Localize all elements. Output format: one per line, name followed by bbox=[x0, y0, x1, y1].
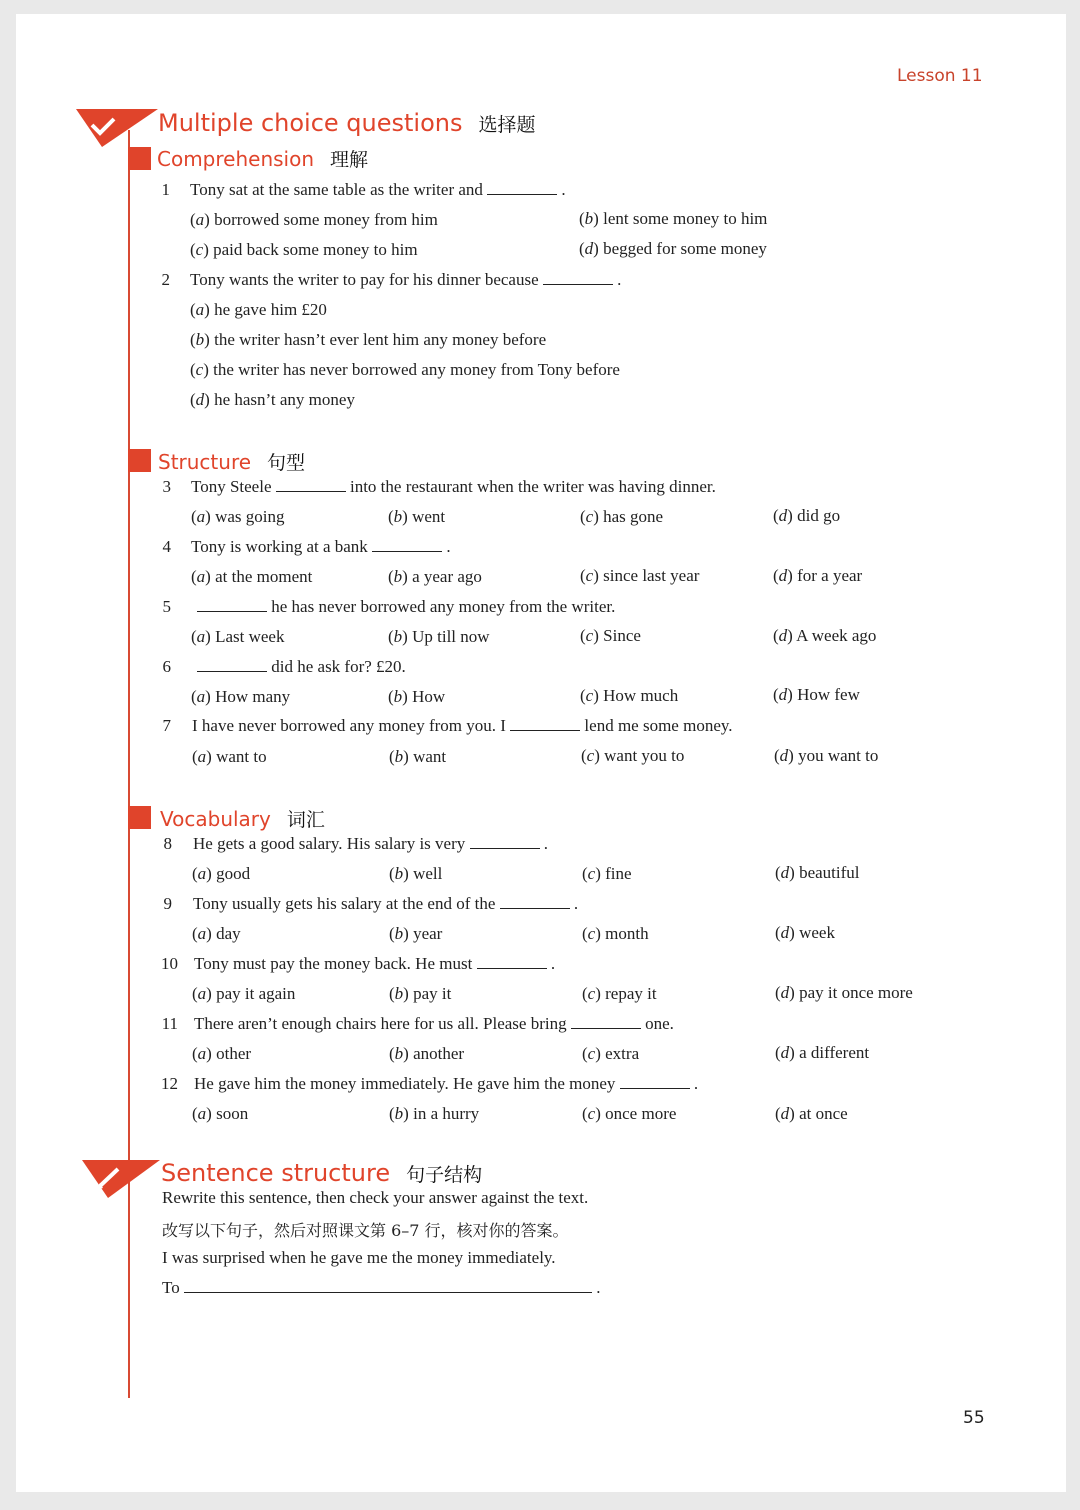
option-5b[interactable]: (b) Up till now bbox=[388, 627, 490, 646]
sentence-answer bbox=[162, 1278, 600, 1298]
option-text: did go bbox=[797, 506, 841, 525]
option-letter: c bbox=[195, 360, 204, 379]
option-2c[interactable]: (c) the writer has never borrowed any money from Tony before bbox=[190, 360, 620, 379]
question-text: Tony Steele bbox=[191, 477, 272, 496]
option-text: Up till now bbox=[412, 627, 490, 646]
question-number: 4 bbox=[162, 537, 171, 556]
option-1c[interactable]: (c) paid back some money to him bbox=[190, 240, 418, 259]
option-11d[interactable]: (d) a different bbox=[775, 1043, 870, 1062]
option-5a[interactable]: (a) Last week bbox=[191, 627, 285, 646]
option-text: another bbox=[413, 1044, 465, 1063]
question-text-end: . bbox=[550, 954, 556, 973]
option-6c[interactable]: (c) How much bbox=[580, 686, 679, 705]
question-text-end: . bbox=[693, 1074, 699, 1093]
option-letter: c bbox=[587, 1104, 596, 1123]
option-text: once more bbox=[605, 1104, 677, 1123]
question-text-end: one. bbox=[645, 1014, 674, 1033]
option-letter: c bbox=[585, 686, 594, 705]
option-text: day bbox=[216, 924, 241, 943]
option-3d[interactable]: (d) did go bbox=[773, 506, 841, 525]
option-letter: a bbox=[196, 507, 206, 526]
question-text-end: he has never borrowed any money from the writer. bbox=[271, 597, 616, 616]
sentence-title-zh: 句子结构 bbox=[406, 1164, 483, 1186]
comprehension-marker bbox=[128, 147, 151, 170]
option-1a[interactable]: (a) borrowed some money from him bbox=[190, 210, 438, 229]
option-text: paid back some money to him bbox=[213, 240, 418, 259]
option-3c[interactable]: (c) has gone bbox=[580, 507, 664, 526]
option-7c[interactable]: (c) want you to bbox=[581, 746, 685, 765]
option-text: How few bbox=[797, 685, 860, 704]
option-letter: b bbox=[394, 747, 404, 766]
sentence-instruction-zh: 改写以下句子，然后对照课文第 6–7 行，核对你的答案。 bbox=[162, 1221, 569, 1240]
answer-blank[interactable] bbox=[487, 180, 557, 195]
option-letter: d bbox=[780, 923, 790, 942]
option-text: has gone bbox=[603, 507, 664, 526]
question-text: He gets a good salary. His salary is very bbox=[193, 834, 466, 853]
option-11c[interactable]: (c) extra bbox=[582, 1044, 640, 1063]
option-text: the writer has never borrowed any money from Tony before bbox=[213, 360, 620, 379]
question-text-end: . bbox=[543, 834, 548, 853]
answer-blank[interactable] bbox=[571, 1014, 641, 1029]
option-7d[interactable]: (d) you want to bbox=[774, 746, 879, 765]
option-letter: c bbox=[585, 626, 594, 645]
option-letter: a bbox=[197, 1044, 207, 1063]
answer-blank[interactable] bbox=[510, 716, 580, 731]
sentence-prompt: I was surprised when he gave me the money immediately. bbox=[162, 1248, 556, 1267]
option-10a[interactable]: (a) pay it again bbox=[192, 984, 296, 1003]
option-text: a different bbox=[799, 1043, 870, 1062]
option-12d[interactable]: (d) at once bbox=[775, 1104, 848, 1123]
option-text: want to bbox=[216, 747, 267, 766]
option-letter: d bbox=[778, 566, 788, 585]
vocabulary-title bbox=[160, 805, 325, 832]
option-letter: d bbox=[780, 1043, 790, 1062]
option-letter: b bbox=[394, 984, 404, 1003]
option-2b[interactable]: (b) the writer hasn’t ever lent him any money before bbox=[190, 330, 547, 349]
question-text: Tony usually gets his salary at the end of the bbox=[193, 894, 496, 913]
option-letter: a bbox=[197, 1104, 207, 1123]
option-text: was going bbox=[215, 507, 285, 526]
question-text: Tony sat at the same table as the writer and bbox=[190, 180, 483, 199]
option-11a[interactable]: (a) other bbox=[192, 1044, 252, 1063]
option-1d[interactable]: (d) begged for some money bbox=[579, 239, 767, 258]
option-text: How many bbox=[215, 687, 291, 706]
question-text-end: lend me some money. bbox=[584, 716, 733, 735]
option-2a[interactable]: (a) he gave him £20 bbox=[190, 300, 327, 319]
option-letter: c bbox=[195, 240, 204, 259]
answer-blank[interactable] bbox=[620, 1074, 690, 1089]
answer-blank[interactable] bbox=[477, 954, 547, 969]
option-5c[interactable]: (c) Since bbox=[580, 626, 641, 645]
question-number: 9 bbox=[163, 894, 172, 913]
option-9d[interactable]: (d) week bbox=[775, 923, 835, 942]
page-number: 55 bbox=[963, 1408, 985, 1428]
mc-title bbox=[158, 109, 536, 137]
option-text: other bbox=[216, 1044, 252, 1063]
question-text-end: . bbox=[617, 270, 622, 289]
option-letter: a bbox=[195, 210, 205, 229]
option-text: Last week bbox=[215, 627, 285, 646]
option-text: good bbox=[216, 864, 251, 883]
option-text: repay it bbox=[605, 984, 657, 1003]
option-8d[interactable]: (d) beautiful bbox=[775, 863, 860, 882]
option-text: well bbox=[413, 864, 443, 883]
option-text: want bbox=[413, 747, 447, 766]
option-letter: d bbox=[780, 863, 790, 882]
option-letter: d bbox=[778, 506, 788, 525]
option-4d[interactable]: (d) for a year bbox=[773, 566, 863, 585]
option-text: went bbox=[412, 507, 446, 526]
option-letter: c bbox=[586, 746, 595, 765]
option-text: he gave him £20 bbox=[214, 300, 327, 319]
option-text: in a hurry bbox=[413, 1104, 480, 1123]
option-text: pay it bbox=[413, 984, 452, 1003]
answer-blank[interactable] bbox=[470, 834, 540, 849]
vocabulary-marker bbox=[128, 806, 151, 829]
question-number: 11 bbox=[161, 1014, 178, 1033]
question-number: 3 bbox=[162, 477, 171, 496]
option-letter: a bbox=[197, 864, 207, 883]
option-letter: b bbox=[394, 864, 404, 883]
option-letter: a bbox=[196, 687, 206, 706]
option-6d[interactable]: (d) How few bbox=[773, 685, 860, 704]
option-letter: a bbox=[197, 747, 207, 766]
option-9c[interactable]: (c) month bbox=[582, 924, 649, 943]
answer-blank[interactable] bbox=[276, 477, 346, 492]
option-12c[interactable]: (c) once more bbox=[582, 1104, 677, 1123]
option-letter: b bbox=[584, 209, 594, 228]
option-letter: c bbox=[587, 984, 596, 1003]
question-number: 6 bbox=[162, 657, 171, 676]
option-text: month bbox=[605, 924, 649, 943]
option-text: pay it once more bbox=[799, 983, 913, 1002]
vocabulary-title-zh: 词汇 bbox=[286, 809, 325, 831]
option-10b[interactable]: (b) pay it bbox=[389, 984, 452, 1003]
question-number: 7 bbox=[162, 716, 171, 735]
option-letter: b bbox=[393, 507, 403, 526]
option-2d[interactable]: (d) he hasn’t any money bbox=[190, 390, 355, 409]
question-text: There aren’t enough chairs here for us all. Please bring bbox=[194, 1014, 567, 1033]
check-banner-icon bbox=[76, 109, 158, 149]
question-text-end: . bbox=[561, 180, 566, 199]
option-letter: d bbox=[778, 685, 788, 704]
sentence-instruction: Rewrite this sentence, then check your answer against the text. bbox=[162, 1188, 589, 1207]
lesson-label: Lesson 11 bbox=[897, 66, 983, 86]
answer-blank[interactable] bbox=[500, 894, 570, 909]
option-letter: b bbox=[393, 687, 403, 706]
vocabulary-title-text: Vocabulary bbox=[160, 807, 271, 831]
question-text: Tony must pay the money back. He must bbox=[194, 954, 473, 973]
option-6b[interactable]: (b) How bbox=[388, 687, 446, 706]
question-number: 10 bbox=[161, 954, 178, 973]
option-10d[interactable]: (d) pay it once more bbox=[775, 983, 913, 1002]
question-text-end: . bbox=[573, 894, 579, 913]
answer-blank[interactable] bbox=[372, 537, 442, 552]
option-9a[interactable]: (a) day bbox=[192, 924, 241, 943]
option-letter: b bbox=[394, 924, 404, 943]
option-letter: c bbox=[587, 864, 596, 883]
option-text: he hasn’t any money bbox=[214, 390, 355, 409]
option-letter: d bbox=[779, 746, 789, 765]
sentence-title bbox=[161, 1159, 482, 1187]
option-5d[interactable]: (d) A week ago bbox=[773, 626, 877, 645]
option-text: pay it again bbox=[216, 984, 296, 1003]
option-text: a year ago bbox=[412, 567, 482, 586]
option-letter: c bbox=[587, 924, 596, 943]
structure-marker bbox=[128, 449, 151, 472]
option-letter: d bbox=[778, 626, 788, 645]
option-11b[interactable]: (b) another bbox=[389, 1044, 465, 1063]
margin-rule bbox=[128, 130, 130, 1398]
option-12a[interactable]: (a) soon bbox=[192, 1104, 249, 1123]
option-8a[interactable]: (a) good bbox=[192, 864, 251, 883]
option-text: lent some money to him bbox=[603, 209, 768, 228]
option-text: soon bbox=[216, 1104, 249, 1123]
option-4a[interactable]: (a) at the moment bbox=[191, 567, 313, 586]
question-text: Tony is working at a bank bbox=[191, 537, 368, 556]
option-letter: d bbox=[780, 983, 790, 1002]
option-text: extra bbox=[605, 1044, 640, 1063]
option-12b[interactable]: (b) in a hurry bbox=[389, 1104, 480, 1123]
option-letter: b bbox=[393, 627, 403, 646]
option-text: beautiful bbox=[799, 863, 860, 882]
option-7a[interactable]: (a) want to bbox=[192, 747, 267, 766]
option-text: begged for some money bbox=[603, 239, 767, 258]
option-letter: d bbox=[195, 390, 205, 409]
option-letter: b bbox=[394, 1044, 404, 1063]
option-letter: a bbox=[196, 627, 206, 646]
comprehension-title-text: Comprehension bbox=[157, 147, 315, 171]
option-text: you want to bbox=[798, 746, 879, 765]
option-4c[interactable]: (c) since last year bbox=[580, 566, 700, 585]
question-text-end: into the restaurant when the writer was having dinner. bbox=[349, 477, 716, 496]
question-text: He gave him the money immediately. He gave him the money bbox=[194, 1074, 616, 1093]
option-3b[interactable]: (b) went bbox=[388, 507, 446, 526]
comprehension-title-zh: 理解 bbox=[330, 149, 369, 171]
structure-title bbox=[158, 448, 305, 475]
sentence-title-text: Sentence structure bbox=[161, 1159, 391, 1187]
option-text: year bbox=[413, 924, 443, 943]
option-letter: d bbox=[780, 1104, 790, 1123]
comprehension-title bbox=[157, 145, 368, 172]
option-text: week bbox=[799, 923, 835, 942]
textbook-page bbox=[16, 14, 1066, 1492]
rewrite-answer-line[interactable] bbox=[184, 1278, 592, 1293]
answer-suffix: . bbox=[596, 1278, 601, 1297]
option-letter: d bbox=[584, 239, 594, 258]
option-9b[interactable]: (b) year bbox=[389, 924, 443, 943]
mc-title-text: Multiple choice questions bbox=[158, 109, 463, 137]
pencil-banner-icon bbox=[82, 1160, 160, 1200]
option-letter: b bbox=[195, 330, 205, 349]
option-text: Since bbox=[603, 626, 641, 645]
option-text: A week ago bbox=[796, 626, 877, 645]
option-6a[interactable]: (a) How many bbox=[191, 687, 291, 706]
question-text: I have never borrowed any money from you. I bbox=[192, 716, 506, 735]
option-text: want you to bbox=[604, 746, 685, 765]
option-letter: c bbox=[585, 507, 594, 526]
option-letter: c bbox=[587, 1044, 596, 1063]
answer-blank[interactable] bbox=[197, 657, 267, 672]
structure-title-zh: 句型 bbox=[267, 452, 306, 474]
option-letter: a bbox=[196, 567, 206, 586]
option-text: borrowed some money from him bbox=[214, 210, 438, 229]
option-1b[interactable]: (b) lent some money to him bbox=[579, 209, 768, 228]
option-10c[interactable]: (c) repay it bbox=[582, 984, 657, 1003]
question-number: 8 bbox=[163, 834, 172, 853]
option-text: How bbox=[412, 687, 446, 706]
question-number: 12 bbox=[161, 1074, 178, 1093]
question-number: 2 bbox=[161, 270, 170, 289]
option-letter: a bbox=[195, 300, 205, 319]
option-letter: b bbox=[394, 1104, 404, 1123]
option-letter: b bbox=[393, 567, 403, 586]
question-number: 5 bbox=[162, 597, 171, 616]
question-text-end: . bbox=[446, 537, 451, 556]
answer-prefix: To bbox=[162, 1278, 180, 1297]
option-text: for a year bbox=[797, 566, 863, 585]
option-text: the writer hasn’t ever lent him any money before bbox=[214, 330, 547, 349]
option-letter: a bbox=[197, 984, 207, 1003]
answer-blank[interactable] bbox=[543, 270, 613, 285]
answer-blank[interactable] bbox=[197, 597, 267, 612]
question-number: 1 bbox=[161, 180, 170, 199]
option-text: since last year bbox=[603, 566, 700, 585]
option-8b[interactable]: (b) well bbox=[389, 864, 443, 883]
option-4b[interactable]: (b) a year ago bbox=[388, 567, 482, 586]
option-8c[interactable]: (c) fine bbox=[582, 864, 632, 883]
option-text: fine bbox=[605, 864, 632, 883]
option-text: at the moment bbox=[215, 567, 313, 586]
option-3a[interactable]: (a) was going bbox=[191, 507, 285, 526]
option-text: at once bbox=[799, 1104, 848, 1123]
option-letter: c bbox=[585, 566, 594, 585]
question-text-end: did he ask for? £20. bbox=[271, 657, 406, 676]
question-text: Tony wants the writer to pay for his dinner because bbox=[190, 270, 539, 289]
option-letter: a bbox=[197, 924, 207, 943]
structure-title-text: Structure bbox=[158, 450, 252, 474]
option-7b[interactable]: (b) want bbox=[389, 747, 447, 766]
option-text: How much bbox=[603, 686, 679, 705]
mc-title-zh: 选择题 bbox=[478, 114, 536, 136]
